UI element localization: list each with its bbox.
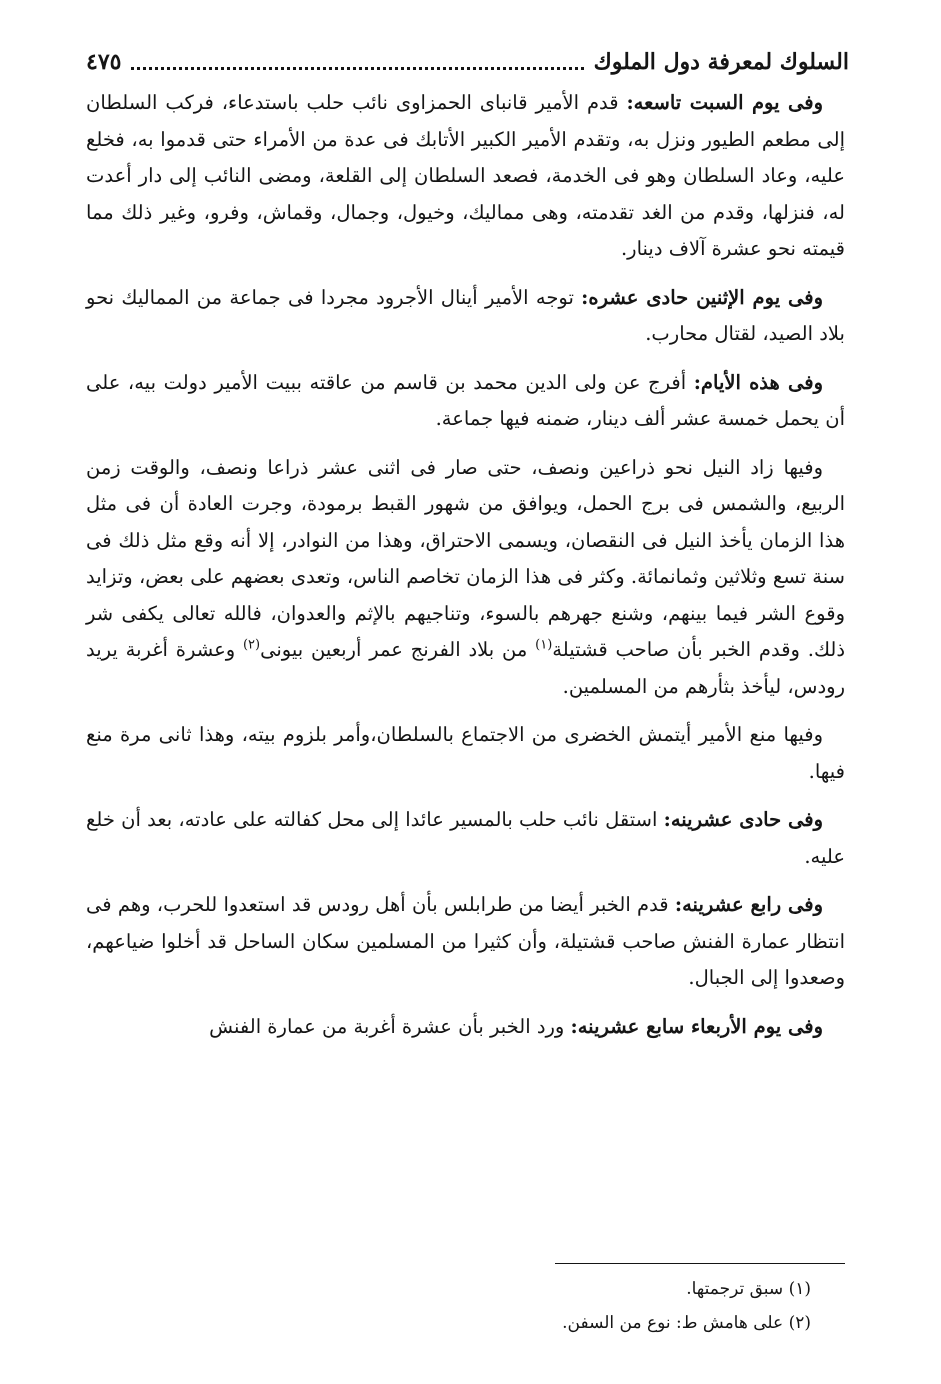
paragraph-text: ورد الخبر بأن عشرة أغربة من عمارة الفنش (209, 1014, 571, 1038)
paragraph-lead: وفى رابع عشرينه: (674, 893, 824, 916)
paragraph (86, 85, 845, 268)
paragraph-lead: وفى يوم الإثنين حادى عشره: (581, 285, 823, 309)
footnote: (٢) على هامش ط: نوع من السفن. (562, 1313, 811, 1333)
paragraph-text: من بلاد الفرنج عمر أربعين بيونى (260, 638, 536, 661)
paragraph-lead: وفى يوم الأربعاء سابع عشرينه: (570, 1014, 823, 1038)
paragraph-lead: وفى حادى عشرينه: (663, 808, 823, 831)
paragraph-text: قدم الأمير قانباى الحمزاوى نائب حلب باستدعاء، فركب السلطان إلى مطعم الطيور ونزل به، وتقدم الأمير الكبير الأتابك فى عدة من الأمراء حتى قدموا به، فخلع عليه، وعاد السلطان وهو فى الخدمة، فصعد السلطان إلى القلعة، ومضى النائب إلى دار أعدت له، فنزلها، وقدم من الغد تقدمته، وهى مماليك، وخيول، وجمال، وقماش، وفرو، وغير ذلك مما قيمته نحو عشرة آلاف دينار. (86, 91, 845, 260)
paragraph-text: قدم الخبر أيضا من طرابلس بأن أهل رودس قد استعدوا للحرب، وهم فى انتظار عمارة الفنش صاحب قشتيلة، وأن كثيرا من المسلمين سكان الساحل قد أخلوا ضياعهم، وصعدوا إلى الجبال. (86, 893, 845, 989)
paragraph (86, 887, 845, 997)
running-title: السلوك لمعرفة دول الملوك (593, 49, 849, 75)
page-header (86, 42, 849, 82)
page-number: ٤٧٥ (86, 49, 122, 75)
paragraph (86, 280, 845, 353)
paragraph-text: وعشرة أغربة يريد رودس، ليأخذ بثأرهم من المسلمين. (86, 638, 845, 698)
paragraph-text: وفيها زاد النيل نحو ذراعين ونصف، حتى صار فى اثنى عشر ذراعا ونصف، والوقت زمن الربيع، والشمس فى برج الحمل، ويوافق من شهور القبط برمودة، وجرت العادة أن فى مثل هذا الزمان يأخذ النيل فى النقصان، ويسمى الاحتراق، وهذا من النوادر، إلا أنه وقع مثل ذلك فى سنة تسع وثلاثين وثمانمائة. وكثر فى هذا الزمان تخاصم الناس، وتعدى بعضهم على بعض، وتزايد وقوع الشر فيما بينهم، وشنع جهرهم بالسوء، وتناجيهم بالإثم والعدوان، فالله تعالى يكفى شر ذلك. وقدم الخبر بأن صاحب قشتيلة (86, 455, 846, 661)
main-text (86, 85, 845, 1057)
paragraph (86, 365, 845, 438)
paragraph (86, 1009, 845, 1046)
footnote-ref-1: (١) (535, 637, 553, 653)
paragraph (86, 450, 845, 706)
footnotes (86, 1272, 811, 1340)
paragraph (86, 717, 845, 790)
paragraph-lead: وفى يوم السبت تاسعه: (626, 91, 823, 114)
paragraph-text: أفرج عن ولى الدين محمد بن قاسم من عاقته ببيت الأمير دولت بيه، على أن يحمل خمسة عشر ألف دينار، ضمنه فيها جماعة. (86, 370, 845, 430)
footnote: (١) سبق ترجمتها. (686, 1279, 811, 1299)
footnote-ref-2: (٢) (242, 637, 261, 653)
paragraph-text: توجه الأمير أينال الأجرود مجردا فى جماعة من المماليك نحو بلاد الصيد، لقتال محارب. (86, 285, 845, 345)
paragraph-text: وفيها منع الأمير أيتمش الخضرى من الاجتماع بالسلطان،وأمر بلزوم بيته، وهذا ثانى مرة منع فيها. (86, 723, 845, 783)
paragraph-text: استقل نائب حلب بالمسير عائدا إلى محل كفالته على عادته، بعد أن خلع عليه. (86, 808, 845, 868)
paragraph-lead: وفى هذه الأيام: (693, 370, 823, 394)
footnote-divider (555, 1263, 845, 1264)
paragraph (86, 802, 845, 875)
header-dot-leader (131, 67, 583, 70)
